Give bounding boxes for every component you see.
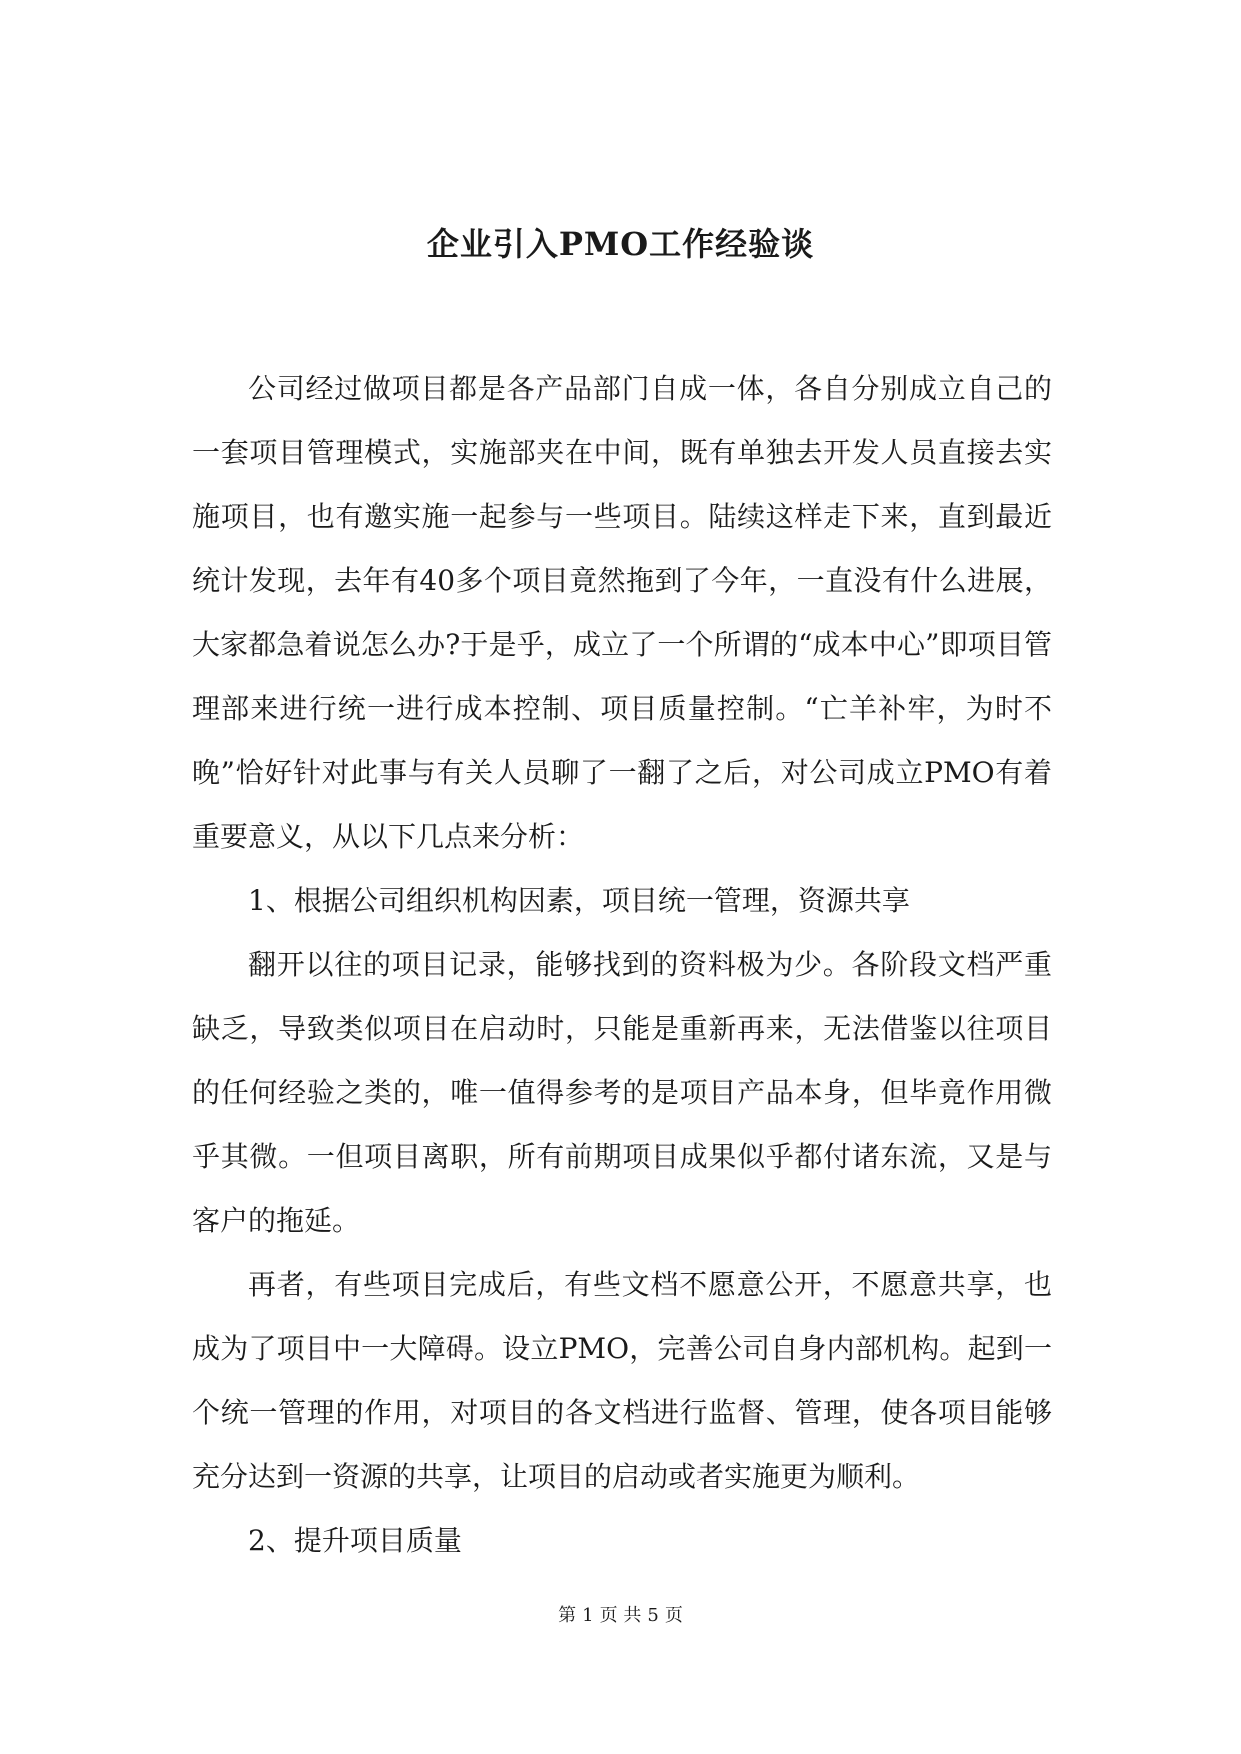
page-footer [0,1603,1241,1629]
page-middle: 页 共 [599,1605,642,1626]
document-title: 企业引入PMO工作经验谈 [426,225,815,263]
section-heading-2: 2、提升项目质量 [248,1524,462,1557]
paragraph-records: 翻开以往的项目记录，能够找到的资料极为少。各阶段文档严重缺乏，导致类似项目在启动时，只能是重新再来，无法借鉴以往项目的任何经验之类的，唯一值得参考的是项目产品本身，但毕竟作用微乎其微。一但项目离职，所有前期项目成果似乎都付诸东流，又是与客户的拖延。 [192,948,1052,1237]
page-number-current: 1 [582,1605,594,1626]
paragraph-intro: 公司经过做项目都是各产品部门自成一体，各自分别成立自己的一套项目管理模式，实施部夹在中间，既有单独去开发人员直接去实施项目，也有邀实施一起参与一些项目。陆续这样走下来，直到最近统计发现，去年有40多个项目竟然拖到了今年，一直没有什么进展，大家都急着说怎么办?于是乎，成立了一个所谓的“成本中心”即项目管理部来进行统一进行成本控制、项目质量控制。“亡羊补牢，为时不晚”恰好针对此事与有关人员聊了一翻了之后，对公司成立PMO有着重要意义，从以下几点来分析： [192,372,1052,853]
section-heading-1: 1、根据公司组织机构因素，项目统一管理，资源共享 [248,884,910,917]
document-body [192,357,1052,1573]
page-prefix: 第 [558,1605,577,1626]
page-suffix: 页 [664,1605,683,1626]
page-number-total: 5 [647,1605,659,1626]
paragraph-pmo-setup: 再者，有些项目完成后，有些文档不愿意公开，不愿意共享，也成为了项目中一大障碍。设立PMO，完善公司自身内部机构。起到一个统一管理的作用，对项目的各文档进行监督、管理，使各项目能够充分达到一资源的共享，让项目的启动或者实施更为顺利。 [192,1268,1052,1493]
